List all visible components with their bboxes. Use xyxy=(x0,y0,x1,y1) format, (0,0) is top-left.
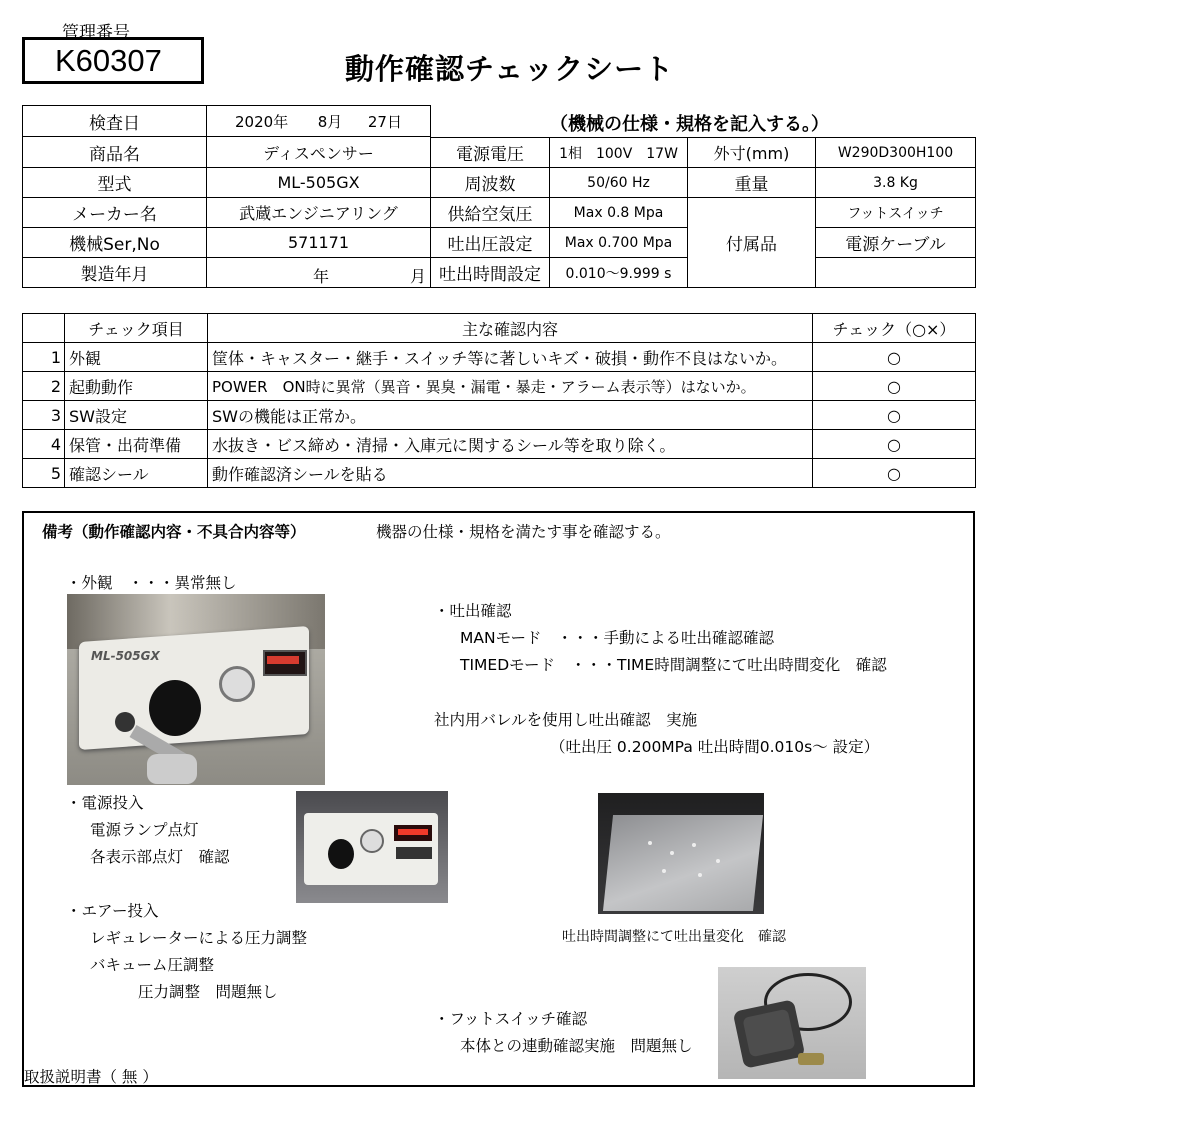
row-item: 確認シール xyxy=(65,459,208,488)
row-item: 保管・出荷準備 xyxy=(65,430,208,459)
row-check: ○ xyxy=(813,343,976,372)
row-item: 外観 xyxy=(65,343,208,372)
power-on-note: ・電源投入 xyxy=(66,794,144,812)
model-value: ML-505GX xyxy=(207,168,431,198)
model-label: 型式 xyxy=(23,168,207,198)
photo-brand-label: ML-505GX xyxy=(91,649,160,663)
serial-value: 571171 xyxy=(207,228,431,258)
time-value: 0.010～9.999 s xyxy=(550,258,688,288)
row-item: SW設定 xyxy=(65,401,208,430)
row-check: ○ xyxy=(813,401,976,430)
man-mode-note: MANモード ・・・手動による吐出確認確認 xyxy=(460,629,774,647)
inspect-day: 27日 xyxy=(367,112,402,131)
row-content: POWER ON時に異常（異音・異臭・漏電・暴走・アラーム表示等）はないか。 xyxy=(208,372,813,401)
row-check: ○ xyxy=(813,372,976,401)
power-lamp-note: 電源ランプ点灯 xyxy=(90,821,199,839)
row-no: 2 xyxy=(23,372,65,401)
display-lit-note: 各表示部点灯 確認 xyxy=(90,848,230,866)
weight-value: 3.8 Kg xyxy=(816,168,976,198)
row-no: 5 xyxy=(23,459,65,488)
checklist-table xyxy=(22,313,976,488)
remarks-summary: 機器の仕様・規格を満たす事を確認する。 xyxy=(376,523,671,541)
inspect-year: 2020年 xyxy=(235,112,289,131)
mfg-value xyxy=(207,258,431,288)
dispenser-front-photo xyxy=(67,594,325,785)
row-check: ○ xyxy=(813,430,976,459)
foot-switch-note: ・フットスイッチ確認 xyxy=(434,1010,588,1028)
appearance-note: ・外観 ・・・異常無し xyxy=(66,574,237,592)
interlock-note: 本体との連動確認実施 問題無し xyxy=(460,1037,693,1055)
dims-label: 外寸(mm) xyxy=(688,138,816,168)
inspect-date xyxy=(207,106,431,137)
spec-note: （機械の仕様・規格を記入する。） xyxy=(550,114,829,135)
table-row xyxy=(23,401,976,430)
management-number: K60307 xyxy=(22,37,204,84)
page-title: 動作確認チェックシート xyxy=(345,52,675,86)
product-value: ディスペンサー xyxy=(207,137,431,168)
pressure-label: 吐出圧設定 xyxy=(431,228,550,258)
accessory-3 xyxy=(816,258,976,288)
air-value: Max 0.8 Mpa xyxy=(550,198,688,228)
dims-value: W290D300H100 xyxy=(816,138,976,168)
pressure-value: Max 0.700 Mpa xyxy=(550,228,688,258)
voltage-label: 電源電圧 xyxy=(431,138,550,168)
accessory-label: 付属品 xyxy=(688,198,816,288)
row-content: SWの機能は正常か。 xyxy=(208,401,813,430)
air-in-note: ・エアー投入 xyxy=(66,902,159,920)
spec-table xyxy=(430,137,976,288)
manual-note: 取扱説明書（ 無 ） xyxy=(24,1068,158,1086)
amount-note: 吐出時間調整にて吐出量変化 確認 xyxy=(562,929,786,945)
checklist-item-header: チェック項目 xyxy=(65,314,208,343)
setting-note: （吐出圧 0.200MPa 吐出時間0.010s～ 設定） xyxy=(550,738,880,756)
voltage-value: 1相 100V 17W xyxy=(550,138,688,168)
serial-label: 機械Ser,No xyxy=(23,228,207,258)
row-content: 水抜き・ビス締め・清掃・入庫元に関するシール等を取り除く。 xyxy=(208,430,813,459)
air-label: 供給空気圧 xyxy=(431,198,550,228)
table-row xyxy=(23,430,976,459)
product-label: 商品名 xyxy=(23,137,207,168)
discharge-plate-photo xyxy=(598,793,764,914)
row-no: 3 xyxy=(23,401,65,430)
inspect-month: 8月 xyxy=(317,112,343,131)
row-content: 動作確認済シールを貼る xyxy=(208,459,813,488)
maker-value: 武蔵エンジニアリング xyxy=(207,198,431,228)
foot-switch-photo xyxy=(718,967,866,1079)
row-no: 1 xyxy=(23,343,65,372)
mfg-label: 製造年月 xyxy=(23,258,207,288)
inspect-date-label: 検査日 xyxy=(23,106,207,137)
management-number-label: 管理番号 xyxy=(62,23,130,43)
freq-value: 50/60 Hz xyxy=(550,168,688,198)
vacuum-note: バキューム圧調整 xyxy=(90,956,215,974)
table-row xyxy=(23,459,976,488)
table-row xyxy=(23,372,976,401)
mfg-year: 年 xyxy=(313,267,330,286)
checklist-no-header xyxy=(23,314,65,343)
remarks-title: 備考（動作確認内容・不具合内容等） xyxy=(42,523,306,541)
accessory-2: 電源ケーブル xyxy=(816,228,976,258)
remarks-box xyxy=(22,511,975,1087)
row-content: 筐体・キャスター・継手・スイッチ等に著しいキズ・破損・動作不良はないか。 xyxy=(208,343,813,372)
maker-label: メーカー名 xyxy=(23,198,207,228)
weight-label: 重量 xyxy=(688,168,816,198)
row-check: ○ xyxy=(813,459,976,488)
regulator-note: レギュレーターによる圧力調整 xyxy=(90,929,308,947)
info-table xyxy=(22,105,431,288)
freq-label: 周波数 xyxy=(431,168,550,198)
time-label: 吐出時間設定 xyxy=(431,258,550,288)
accessory-1: フットスイッチ xyxy=(816,198,976,228)
row-item: 起動動作 xyxy=(65,372,208,401)
discharge-note: ・吐出確認 xyxy=(434,602,512,620)
mfg-month: 月 xyxy=(409,267,426,286)
timed-mode-note: TIMEDモード ・・・TIME時間調整にて吐出時間変化 確認 xyxy=(460,656,887,674)
table-row xyxy=(23,343,976,372)
checklist-content-header: 主な確認内容 xyxy=(208,314,813,343)
pressure-ok-note: 圧力調整 問題無し xyxy=(138,983,278,1001)
barrel-note: 社内用バレルを使用し吐出確認 実施 xyxy=(434,711,698,729)
row-no: 4 xyxy=(23,430,65,459)
checklist-check-header: チェック（○×） xyxy=(813,314,976,343)
power-on-photo xyxy=(296,791,448,903)
